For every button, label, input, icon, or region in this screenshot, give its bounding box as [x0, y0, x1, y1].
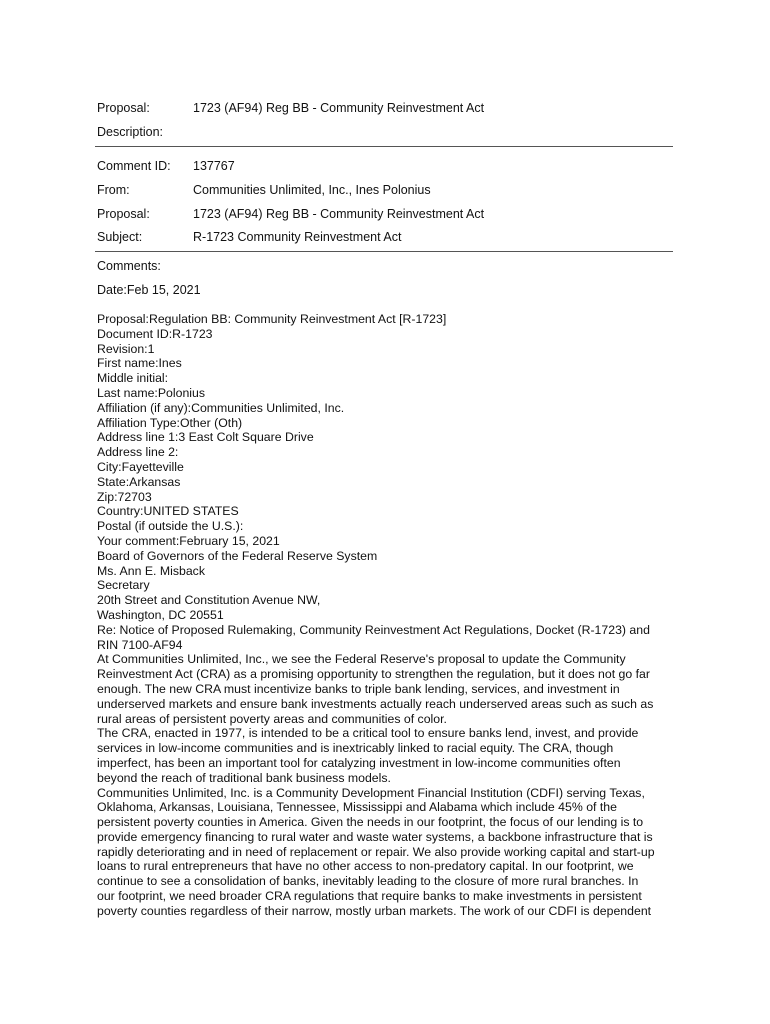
body-line: Affiliation Type:Other (Oth)	[97, 415, 243, 430]
body-line: Last name:Polonius	[97, 385, 206, 400]
body-line: Postal (if outside the U.S.):	[97, 519, 244, 534]
body-line: State:Arkansas	[97, 474, 181, 489]
body-line: Middle initial:	[97, 371, 169, 386]
body-line: Secretary	[97, 578, 150, 593]
bottom-divider	[95, 251, 673, 252]
body-line: Affiliation (if any):Communities Unlimited, Inc.	[97, 400, 345, 415]
comment-id-value: 137767	[193, 159, 235, 173]
proposal-value: 1723 (AF94) Reg BB - Community Reinvestment Act	[193, 207, 485, 221]
body-line: imperfect, has been an important tool for catalyzing investment in low-income communities often	[97, 755, 621, 770]
comments-label: Comments:	[97, 259, 161, 273]
body-line: Revision:1	[97, 341, 155, 356]
body-line: rapidly deteriorating and in need of replacement or repair. We also provide working capital and start-up	[97, 844, 655, 859]
from-label: From:	[97, 183, 130, 197]
body-line: Proposal:Regulation BB: Community Reinvestment Act [R-1723]	[97, 312, 447, 326]
subject-value: R-1723 Community Reinvestment Act	[193, 230, 402, 244]
body-line: Washington, DC 20551	[97, 607, 224, 622]
body-line: Reinvestment Act (CRA) as a promising opportunity to strengthen the regulation, but it does not go far	[97, 667, 650, 682]
body-line: Zip:72703	[97, 489, 152, 504]
body-line: Communities Unlimited, Inc. is a Community Development Financial Institution (CDFI) serving Texas,	[97, 785, 645, 800]
top-divider	[95, 146, 673, 147]
body-line: At Communities Unlimited, Inc., we see the Federal Reserve's proposal to update the Community	[97, 652, 626, 667]
body-line: poverty counties regardless of their narrow, mostly urban markets. The work of our CDFI is dependent	[97, 903, 652, 918]
body-line: underserved markets and ensure bank investments actually reach underserved areas such as such as	[97, 696, 654, 711]
date-line: Date:Feb 15, 2021	[97, 283, 201, 297]
body-line: Address line 2:	[97, 445, 179, 460]
header-proposal-label: Proposal:	[97, 101, 150, 115]
body-line: Board of Governors of the Federal Reserve System	[97, 548, 378, 563]
body-line: 20th Street and Constitution Avenue NW,	[97, 593, 321, 608]
body-line: Your comment:February 15, 2021	[97, 533, 280, 548]
body-line: RIN 7100-AF94	[97, 637, 183, 652]
body-line: rural areas of persistent poverty areas and communities of color.	[97, 711, 447, 726]
body-line: provide emergency financing to rural water and waste water systems, a backbone infrastructure that is	[97, 829, 653, 844]
comment-id-label: Comment ID:	[97, 159, 171, 173]
proposal-label: Proposal:	[97, 207, 150, 221]
body-line: services in low-income communities and is inextricably linked to racial equity. The CRA, though	[97, 741, 614, 756]
body-line: Oklahoma, Arkansas, Louisiana, Tennessee, Mississippi and Alabama which include 45% of the	[97, 800, 617, 815]
description-label: Description:	[97, 125, 163, 139]
body-line: Address line 1:3 East Colt Square Drive	[97, 430, 314, 445]
body-line: loans to rural entrepreneurs that have no other access to non-predatory capital. In our footprint, we	[97, 859, 634, 874]
body-line: our footprint, we need broader CRA regulations that require banks to make investments in persistent	[97, 889, 642, 904]
from-value: Communities Unlimited, Inc., Ines Polonius	[193, 183, 431, 197]
header-proposal-value: 1723 (AF94) Reg BB - Community Reinvestment Act	[193, 101, 485, 115]
body-line: beyond the reach of traditional bank business models.	[97, 770, 391, 785]
body-line: enough. The new CRA must incentivize banks to triple bank lending, services, and investment in	[97, 681, 620, 696]
body-line: Ms. Ann E. Misback	[97, 563, 205, 578]
body-line: persistent poverty counties in America. Given the needs in our footprint, the focus of our lending is to	[97, 815, 644, 830]
body-line: Document ID:R-1723	[97, 326, 213, 341]
subject-label: Subject:	[97, 230, 143, 244]
body-line: Country:UNITED STATES	[97, 504, 239, 519]
body-line: City:Fayetteville	[97, 459, 184, 474]
body-line: continue to see a consolidation of banks, inevitably leading to the closure of more rural branches. In	[97, 874, 639, 889]
comment-body	[97, 312, 677, 919]
body-line: First name:Ines	[97, 356, 182, 371]
body-line: Re: Notice of Proposed Rulemaking, Community Reinvestment Act Regulations, Docket (R-1723) and	[97, 622, 650, 637]
body-line: The CRA, enacted in 1977, is intended to be a critical tool to ensure banks lend, invest, and provide	[97, 726, 639, 741]
